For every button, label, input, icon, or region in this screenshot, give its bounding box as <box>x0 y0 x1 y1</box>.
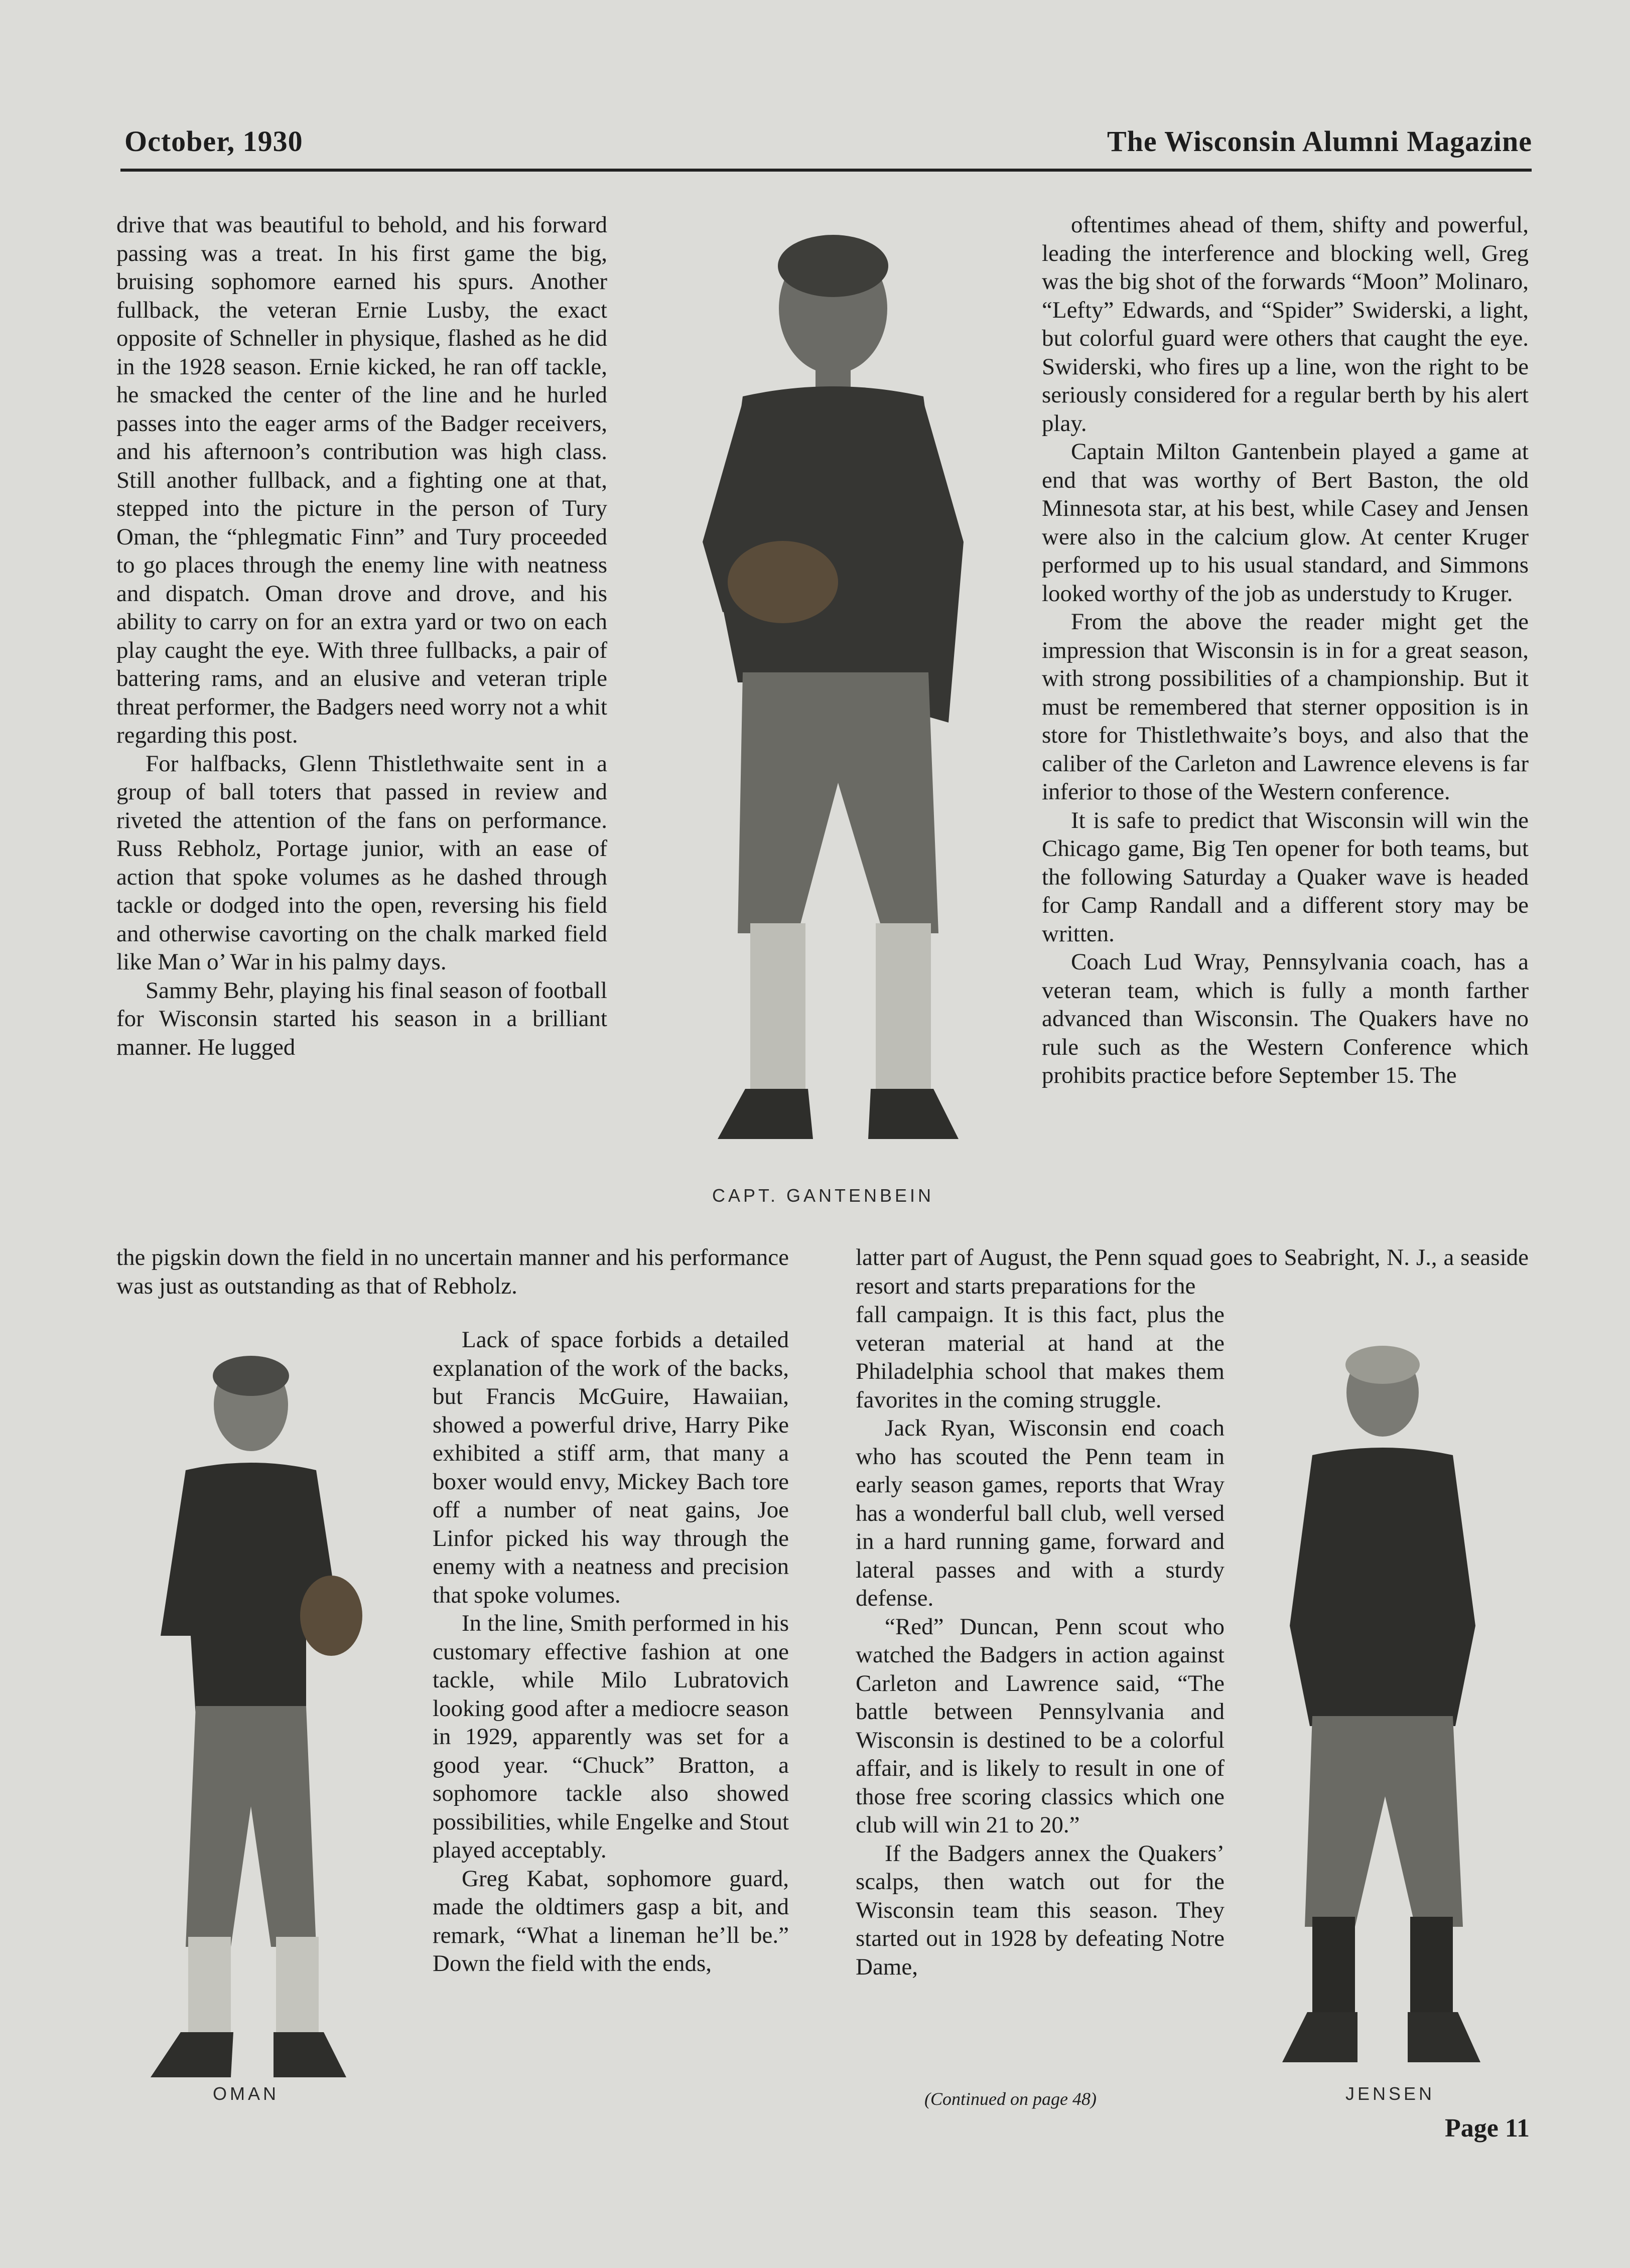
paragraph: Jack Ryan, Wisconsin end coach who has scouted the Penn team in early season games, reports that Wray has a wonderful ball club, well versed in a hard running game, forward and lateral passes and with a sturdy defense. <box>856 1415 1225 1611</box>
header-rule <box>120 169 1532 172</box>
caption-gantenbein: CAPT. GANTENBEIN <box>712 1185 934 1206</box>
paragraph: “Red” Duncan, Penn scout who watched the Badgers in action against Carleton and Lawrence said, “The battle between Pennsylvania and Wisconsin is destined to be a colorful affair, and is likely to result in one of those free scoring classics which one club will win 21 to 20.” <box>856 1613 1225 1838</box>
header-date: October, 1930 <box>124 125 303 158</box>
paragraph: Sammy Behr, playing his final season of football for Wisconsin started his season in a brilliant manner. He lugged <box>116 977 607 1060</box>
column-left-top <box>116 211 607 1061</box>
photo-gantenbein <box>647 221 1019 1184</box>
page-number: Page 11 <box>1445 2114 1530 2143</box>
caption-jensen: JENSEN <box>1345 2083 1435 2104</box>
paragraph: It is safe to predict that Wisconsin will win the Chicago game, Big Ten opener for both teams, but the following Saturday a Quaker wave is headed for Camp Randall and a different story may be written. <box>1042 807 1529 947</box>
paragraph: Coach Lud Wray, Pennsylvania coach, has a veteran team, which is fully a month farther advanced than Wisconsin. The Quakers have no rule such as the Western Conference which prohibits practice before September 15. The <box>1042 949 1529 1088</box>
photo-oman <box>130 1355 391 2082</box>
paragraph: In the line, Smith performed in his customary effective fashion at one tackle, while Milo Lubratovich looking good after a mediocre season in 1929, apparently was set for a good year. “Chuck” Bratton, a sophomore tackle also showed possibilities, while Engelke and Stout played acceptably. <box>433 1610 789 1863</box>
column-right-lower <box>856 1301 1225 1981</box>
column-left-wide <box>116 1243 789 1300</box>
paragraph: latter part of August, the Penn squad goes to Seabright, N. J., a seaside resort and starts preparations for the <box>856 1244 1529 1299</box>
caption-oman: OMAN <box>213 2083 279 2104</box>
paragraph: From the above the reader might get the impression that Wisconsin is in for a great season, with strong possibilities of a championship. But it must be remembered that sterner opposition is in store for Thistlethwaite’s boys, and also that the caliber of the Carleton and Lawrence elevens is far inferior to those of the Western conference. <box>1042 609 1529 805</box>
paragraph: drive that was beautiful to behold, and his forward passing was a treat. In his first game the big, bruising sophomore earned his spurs. Another fullback, the veteran Ernie Lusby, the exact opposite of Schneller in physique, flashed as he did in the 1928 season. Ernie kicked, he ran off tackle, he smacked the center of the line and he hurled passes into the eager arms of the Badger receivers, and his afternoon’s contribution was high class. Still another fullback, and a fighting one at that, stepped into the picture in the person of Tury Oman, the “phlegmatic Finn” and Tury proceeded to go places through the enemy line with neatness and dispatch. Oman drove and drove, and his ability to carry on for an extra yard or two on each play caught the eye. With three fullbacks, a pair of battering rams, and an elusive and veteran triple threat performer, the Badgers need worry not a whit regarding this post. <box>116 212 607 748</box>
paragraph: the pigskin down the field in no uncertain manner and his performance was just as outstanding as that of Rebholz. <box>116 1244 789 1299</box>
paragraph: For halfbacks, Glenn Thistlethwaite sent in a group of ball toters that passed in review and riveted the attention of the fans on performance. Russ Rebholz, Portage junior, with an ease of action that spoke volumes as he dashed through tackle or dodged into the open, reversing his field and otherwise cavorting on the chalk marked field like Man o’ War in his palmy days. <box>116 750 607 975</box>
paragraph: Captain Milton Gantenbein played a game at end that was worthy of Bert Baston, the old Minnesota star, at his best, while Casey and Jensen were also in the calcium glow. At center Kruger performed up to his usual standard, and Simmons looked worthy of the job as understudy to Kruger. <box>1042 439 1529 607</box>
header-magazine-title: The Wisconsin Alumni Magazine <box>1107 125 1532 158</box>
column-right-wide <box>856 1243 1529 1300</box>
paragraph: oftentimes ahead of them, shifty and powerful, leading the interference and blocking well, Greg was the big shot of the forwards “Moon” Molinaro, “Lefty” Edwards, and “Spider” Swiderski, a light, but colorful guard were others that caught the eye. Swiderski, who fires up a line, won the right to be seriously considered for a regular berth by his alert play. <box>1042 212 1529 437</box>
continued-note: (Continued on page 48) <box>924 2089 1097 2109</box>
paragraph: Lack of space forbids a detailed explanation of the work of the backs, but Francis McGuire, Hawaiian, showed a powerful drive, Harry Pike exhibited a stiff arm, that many a boxer would envy, Mickey Bach tore off a number of neat gains, Joe Linfor picked his way through the enemy with a neatness and precision that spoke volumes. <box>433 1327 789 1608</box>
paragraph: fall campaign. It is this fact, plus the veteran material at hand at the Philadelphia school that makes them favorites in the coming struggle. <box>856 1302 1225 1413</box>
photo-jensen <box>1265 1345 1501 2067</box>
column-right-top <box>1042 211 1529 1090</box>
paragraph: Greg Kabat, sophomore guard, made the oldtimers gasp a bit, and remark, “What a lineman he’ll be.” Down the field with the ends, <box>433 1865 789 1976</box>
column-mid-lower <box>433 1326 789 1978</box>
paragraph: If the Badgers annex the Quakers’ scalps, then watch out for the Wisconsin team this season. They started out in 1928 by defeating Notre Dame, <box>856 1840 1225 1980</box>
